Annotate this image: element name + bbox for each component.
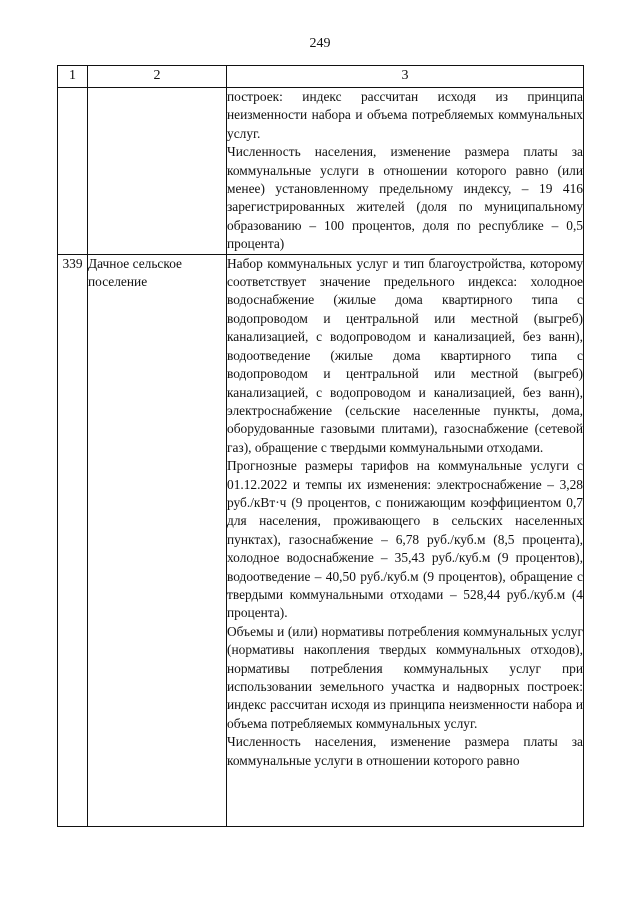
row-description bbox=[227, 88, 584, 255]
paragraph: Прогнозные размеры тарифов на коммунальные услуги с 01.12.2022 и темпы их изменения: электроснабжение – 3,28 руб./кВт·ч (9 процентов, с понижающим коэффициентом 0,7 для населения, проживающего в сельских населенных пунктах), газоснабжение – 6,78 руб./куб.м (8,5 процента), холодное водоснабжение – 35,43 руб./куб.м (9 процентов), водоотведение – 40,50 руб./куб.м (9 процентов), обращение с твердыми коммунальными отходами – 528,44 руб./куб.м (4 процента). bbox=[227, 458, 583, 621]
paragraph: Объемы и (или) нормативы потребления коммунальных услуг (нормативы накопления твердых коммунальных отходов), нормативы потребления коммунальных услуг при использовании земельного участка и надворных построек: индекс рассчитан исходя из принципа неизменности набора и объема потребляемых коммунальных услуг. bbox=[227, 623, 583, 731]
municipality-name bbox=[88, 88, 227, 255]
table-header-row bbox=[58, 66, 584, 88]
paragraph: Численность населения, изменение размера платы за коммунальные услуги в отношении которого равно bbox=[227, 734, 583, 768]
row-description bbox=[227, 254, 584, 826]
column-header-2: 2 bbox=[88, 66, 227, 88]
page-number: 249 bbox=[309, 36, 331, 51]
row-number: 339 bbox=[58, 254, 88, 826]
paragraph: Набор коммунальных услуг и тип благоустройства, которому соответствует значение предельного индекса: холодное водоснабжение (жилые дома квартирного типа с водопроводом и центральной или местной (выгреб) канализацией, с водопроводом и канализацией, без ванн), водоотведение (жилые дома квартирного типа с водопроводом и центральной или местной (выгреб) канализацией, с водопроводом и канализацией, без ванн), электроснабжение (сельские населенные пункты, дома, оборудованные газовыми плитами), газоснабжение (сетевой газ), обращение с твердыми коммунальными отходами. bbox=[227, 255, 583, 455]
municipality-name: Дачное сельское поселение bbox=[88, 254, 227, 826]
row-number bbox=[58, 88, 88, 255]
column-header-1: 1 bbox=[58, 66, 88, 88]
column-header-3: 3 bbox=[227, 66, 584, 88]
table-row bbox=[58, 254, 584, 826]
table-row bbox=[58, 88, 584, 255]
indices-table bbox=[57, 65, 584, 827]
paragraph: Численность населения, изменение размера платы за коммунальные услуги в отношении которого равно (или менее) установленному предельному индексу, – 19 416 зарегистрированных жителей (доля по муниципальному образованию – 100 процентов, доля по республике – 0,5 процента) bbox=[227, 144, 583, 252]
paragraph: построек: индекс рассчитан исходя из принципа неизменности набора и объема потребляемых коммунальных услуг. bbox=[227, 89, 583, 141]
